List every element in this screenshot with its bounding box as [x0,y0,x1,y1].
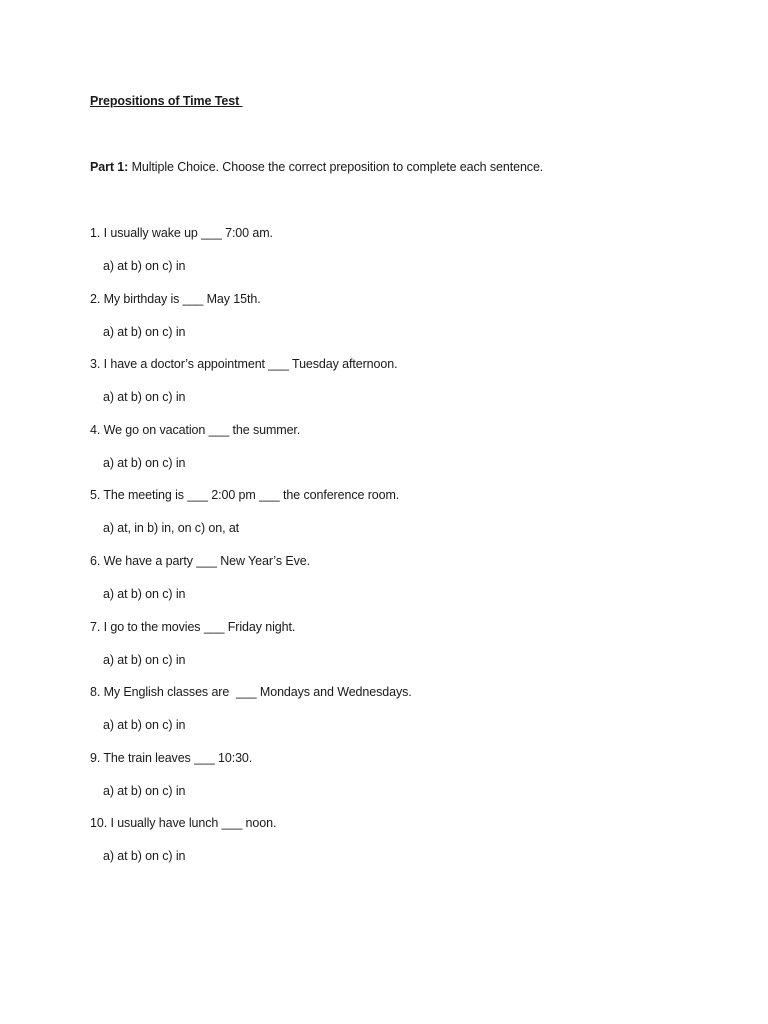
question-options: a) at b) on c) in [103,849,186,864]
document-title: Prepositions of Time Test [90,94,243,108]
question-text: 7. I go to the movies ___ Friday night. [90,619,296,634]
question-options: a) at b) on c) in [103,324,186,339]
question-item [90,422,690,488]
question-text: 4. We go on vacation ___ the summer. [90,422,301,437]
question-options: a) at, in b) in, on c) on, at [103,521,240,536]
question-text: 9. The train leaves ___ 10:30. [90,750,253,765]
question-options: a) at b) on c) in [103,455,186,470]
question-item [90,553,690,619]
question-item [90,291,690,357]
question-text: 3. I have a doctor’s appointment ___ Tuesday afternoon. [90,357,398,372]
question-item [90,750,690,816]
part-label: Part 1: [90,160,129,174]
question-options: a) at b) on c) in [103,586,186,601]
question-item [90,619,690,685]
question-item [90,225,690,291]
part-heading [90,160,543,174]
question-text: 8. My English classes are ___ Mondays and Wednesdays. [90,685,412,700]
question-options: a) at b) on c) in [103,652,186,667]
question-text: 1. I usually wake up ___ 7:00 am. [90,226,273,240]
question-list [90,225,690,881]
question-text: 5. The meeting is ___ 2:00 pm ___ the conference room. [90,488,400,503]
question-item [90,487,690,553]
question-text: 10. I usually have lunch ___ noon. [90,816,277,831]
part-instructions: Multiple Choice. Choose the correct preposition to complete each sentence. [128,160,544,174]
question-options: a) at b) on c) in [103,718,186,733]
question-item [90,815,690,881]
question-item [90,356,690,422]
question-options: a) at b) on c) in [103,783,186,798]
question-options: a) at b) on c) in [103,259,186,273]
question-text: 6. We have a party ___ New Year’s Eve. [90,553,310,568]
question-text: 2. My birthday is ___ May 15th. [90,291,261,306]
question-item [90,684,690,750]
question-options: a) at b) on c) in [103,390,186,405]
